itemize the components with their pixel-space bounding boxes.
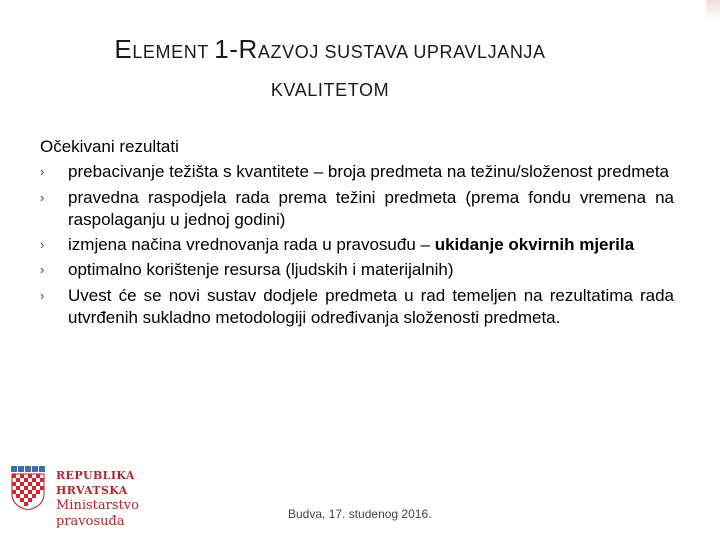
- list-item: [40, 234, 674, 256]
- list-item: [40, 161, 674, 183]
- bullet-text: Uvest će se novi sustav dodjele predmeta u rad temeljen na rezultatima rada utvrđenih sukladno metodologiji određivanja složenosti predmeta.: [68, 285, 674, 328]
- corner-accent: [706, 0, 720, 20]
- slide-body: [40, 136, 674, 332]
- ministry-name: [56, 468, 210, 530]
- logo-line-department: pravosuđa: [56, 514, 125, 529]
- list-item: [40, 285, 674, 330]
- bullet-marker: ›: [40, 164, 45, 180]
- list-item: [40, 187, 674, 232]
- slide-title-line1: ELEMENT 1-RAZVOJ SUSTAVA UPRAVLJANJA: [114, 34, 546, 64]
- bullet-text: optimalno korištenje resursa (ljudskih i materijalnih): [68, 260, 454, 280]
- list-item: [40, 259, 674, 281]
- bullet-marker: ›: [40, 287, 45, 303]
- logo-line-country: REPUBLIKA HRVATSKA: [56, 469, 135, 497]
- bullet-marker: ›: [40, 189, 45, 205]
- bullet-text: pravedna raspodjela rada prema težini predmeta (prema fondu vremena na raspolaganju u jednoj godini): [68, 187, 674, 229]
- footer-date: Budva, 17. studenog 2016.: [288, 507, 432, 521]
- bullet-text: prebacivanje težišta s kvantitete – broja predmeta na težinu/složenost predmeta: [68, 162, 670, 182]
- bullet-text: izmjena načina vrednovanja rada u pravosuđu –: [68, 235, 435, 255]
- ministry-logo: [10, 466, 210, 529]
- logo-line-ministry: Ministarstvo: [56, 498, 139, 513]
- bullet-list: [40, 161, 674, 329]
- intro-heading: Očekivani rezultati: [40, 137, 179, 156]
- croatian-coat-of-arms-icon: [10, 466, 46, 510]
- bullet-marker: ›: [40, 237, 45, 253]
- slide-title-line2: KVALITETOM: [270, 80, 390, 100]
- bullet-marker: ›: [40, 262, 45, 278]
- bullet-bold-text: ukidanje okvirnih mjerila: [434, 235, 635, 255]
